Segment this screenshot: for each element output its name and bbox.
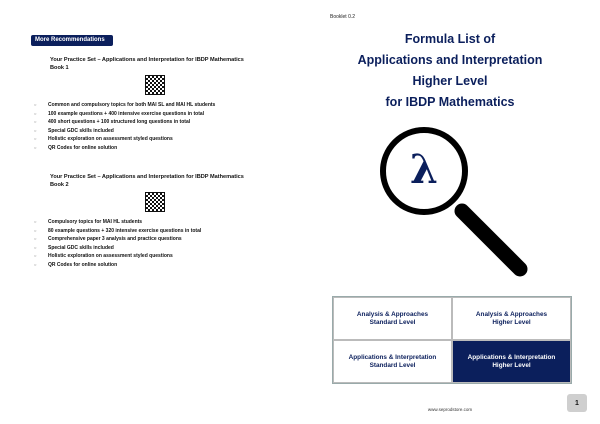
page-number-badge: 1 <box>567 394 587 412</box>
booklet-label: Booklet 0.2 <box>330 14 356 20</box>
title-line-2: Applications and Interpretation <box>357 53 543 67</box>
lambda-symbol: λ <box>409 146 439 193</box>
list-item: ○ Holistic exploration on assessment styled questions <box>34 253 173 260</box>
cell-ai-sl[interactable]: Applications & Interpretation Standard Level <box>333 340 452 383</box>
list-item: ○ 100 example questions + 400 intensive exercise questions in total <box>34 110 205 117</box>
list-item: ○ Special GDC skills included <box>34 244 114 251</box>
list-item: ○ Comprehensive paper 3 analysis and practice questions <box>34 236 182 243</box>
list-item: ○ QR Codes for online solution <box>34 144 118 151</box>
cell-ai-hl-selected[interactable]: Applications & Interpretation Higher Level <box>452 340 571 383</box>
list-item: ○ 80 example questions + 320 intensive exercise questions in total <box>34 227 202 234</box>
level-selector-grid <box>332 296 572 384</box>
title-line-3: Higher Level <box>412 74 488 88</box>
qr-code-icon[interactable] <box>145 75 165 95</box>
more-recommendations-badge: More Recommendations <box>31 35 113 46</box>
title-line-1: Formula List of <box>404 32 496 46</box>
book-2 <box>34 173 280 270</box>
cell-aa-hl[interactable]: Analysis & Approaches Higher Level <box>452 297 571 340</box>
qr-code-icon[interactable] <box>145 192 165 212</box>
list-item: ○ Holistic exploration on assessment styled questions <box>34 136 173 143</box>
list-item: ○ Special GDC skills included <box>34 127 114 134</box>
list-item: ○ 400 short questions + 100 structured long questions in total <box>34 119 191 126</box>
book-1 <box>34 56 280 153</box>
list-item: ○ Compulsory topics for MAI HL students <box>34 219 143 225</box>
book-1-feature-list <box>34 101 280 153</box>
title-line-4: for IBDP Mathematics <box>385 95 515 109</box>
right-page <box>300 0 600 424</box>
book-1-title: Your Practice Set – Applications and Interpretation for IBDP Mathematics Book 1 <box>50 57 244 71</box>
footer-url[interactable]: www.seprodstore.com <box>427 407 473 412</box>
list-item: ○ Common and compulsory topics for both MAI SL and MAI HL students <box>34 102 216 108</box>
cell-aa-sl[interactable]: Analysis & Approaches Standard Level <box>333 297 452 340</box>
list-item: ○ QR Codes for online solution <box>34 261 118 268</box>
book-2-feature-list <box>34 218 280 270</box>
magnifying-glass-icon <box>370 125 540 285</box>
book-2-title: Your Practice Set – Applications and Interpretation for IBDP Mathematics Book 2 <box>50 174 244 188</box>
